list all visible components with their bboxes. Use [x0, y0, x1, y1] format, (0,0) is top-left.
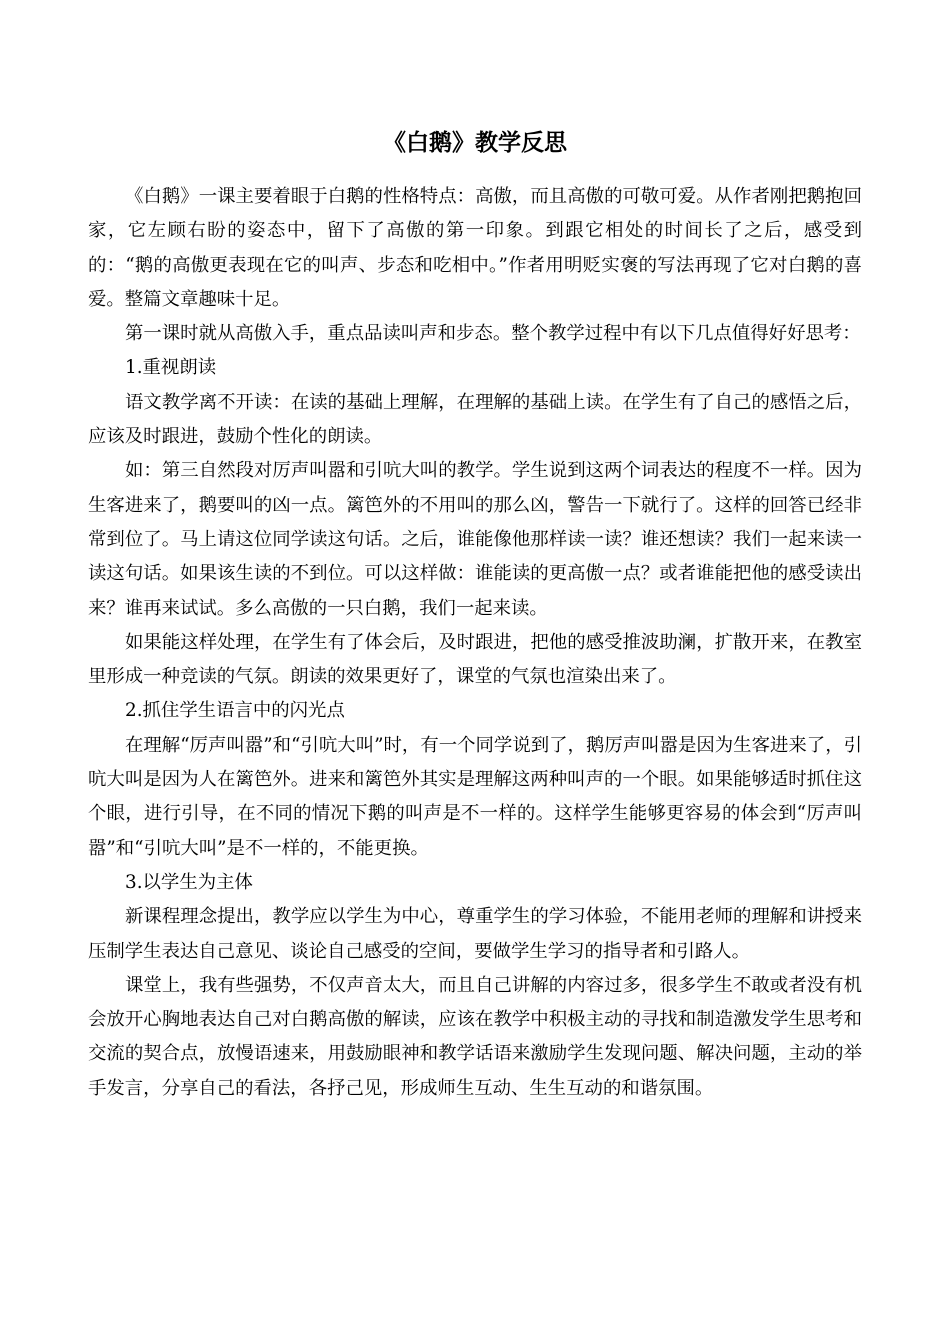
section-heading-1: 1.重视朗读: [125, 357, 217, 379]
section-heading-2: 2.抓住学生语言中的闪光点: [125, 700, 345, 722]
paragraph-section1-b: 如：第三自然段对厉声叫嚣和引吭大叫的教学。学生说到这两个词表达的程度不一样。因为生客进来了，鹅要叫的凶一点。篱笆外的不用叫的那么凶，警告一下就行了。这样的回答已经非常到位了。马上请这位同学读这句话。之后，谁能像他那样读一读？谁还想读？我们一起来读一读这句话。如果该生读的不到位。可以这样做：谁能读的更高傲一点？或者谁能把他的感受读出来？谁再来试试。多么高傲的一只白鹅，我们一起来读。: [88, 460, 862, 619]
section-heading-3: 3.以学生为主体: [125, 871, 253, 893]
paragraph-section1-c: 如果能这样处理，在学生有了体会后，及时跟进，把他的感受推波助澜，扩散开来，在教室里形成一种竞读的气氛。朗读的效果更好了，课堂的气氛也渲染出来了。: [88, 631, 862, 688]
page-title: 《白鹅》教学反思: [383, 130, 567, 156]
paragraph-overview: 第一课时就从高傲入手，重点品读叫声和步态。整个教学过程中有以下几点值得好好思考：: [125, 323, 861, 345]
paragraph-section1-a: 语文教学离不开读：在读的基础上理解，在理解的基础上读。在学生有了自己的感悟之后，应该及时跟进，鼓励个性化的朗读。: [88, 391, 862, 448]
paragraph-section2: 在理解“厉声叫嚣”和“引吭大叫”时，有一个同学说到了，鹅厉声叫嚣是因为生客进来了，引吭大叫是因为人在篱笆外。进来和篱笆外其实是理解这两种叫声的一个眼。如果能够适时抓住这个眼，进行引导，在不同的情况下鹅的叫声是不一样的。这样学生能够更容易的体会到“厉声叫嚣”和“引吭大叫”是不一样的，不能更换。: [88, 734, 862, 859]
paragraph-intro: 《白鹅》一课主要着眼于白鹅的性格特点：高傲，而且高傲的可敬可爱。从作者刚把鹅抱回家，它左顾右盼的姿态中，留下了高傲的第一印象。到跟它相处的时间长了之后，感受到的：“鹅的高傲更表现在它的叫声、步态和吃相中。”作者用明贬实褒的写法再现了它对白鹅的喜爱。整篇文章趣味十足。: [88, 186, 862, 310]
paragraph-section3-b: 课堂上，我有些强势，不仅声音太大，而且自己讲解的内容过多，很多学生不敢或者没有机会放开心胸地表达自己对白鹅高傲的解读，应该在教学中积极主动的寻找和制造激发学生思考和交流的契合点，放慢语速来，用鼓励眼神和教学话语来激励学生发现问题、解决问题，主动的举手发言，分享自己的看法，各抒己见，形成师生互动、生生互动的和谐氛围。: [88, 974, 862, 1099]
paragraph-section3-a: 新课程理念提出，教学应以学生为中心，尊重学生的学习体验，不能用老师的理解和讲授来压制学生表达自己意见、谈论自己感受的空间，要做学生学习的指导者和引路人。: [88, 906, 862, 962]
document-body: [88, 180, 862, 1106]
